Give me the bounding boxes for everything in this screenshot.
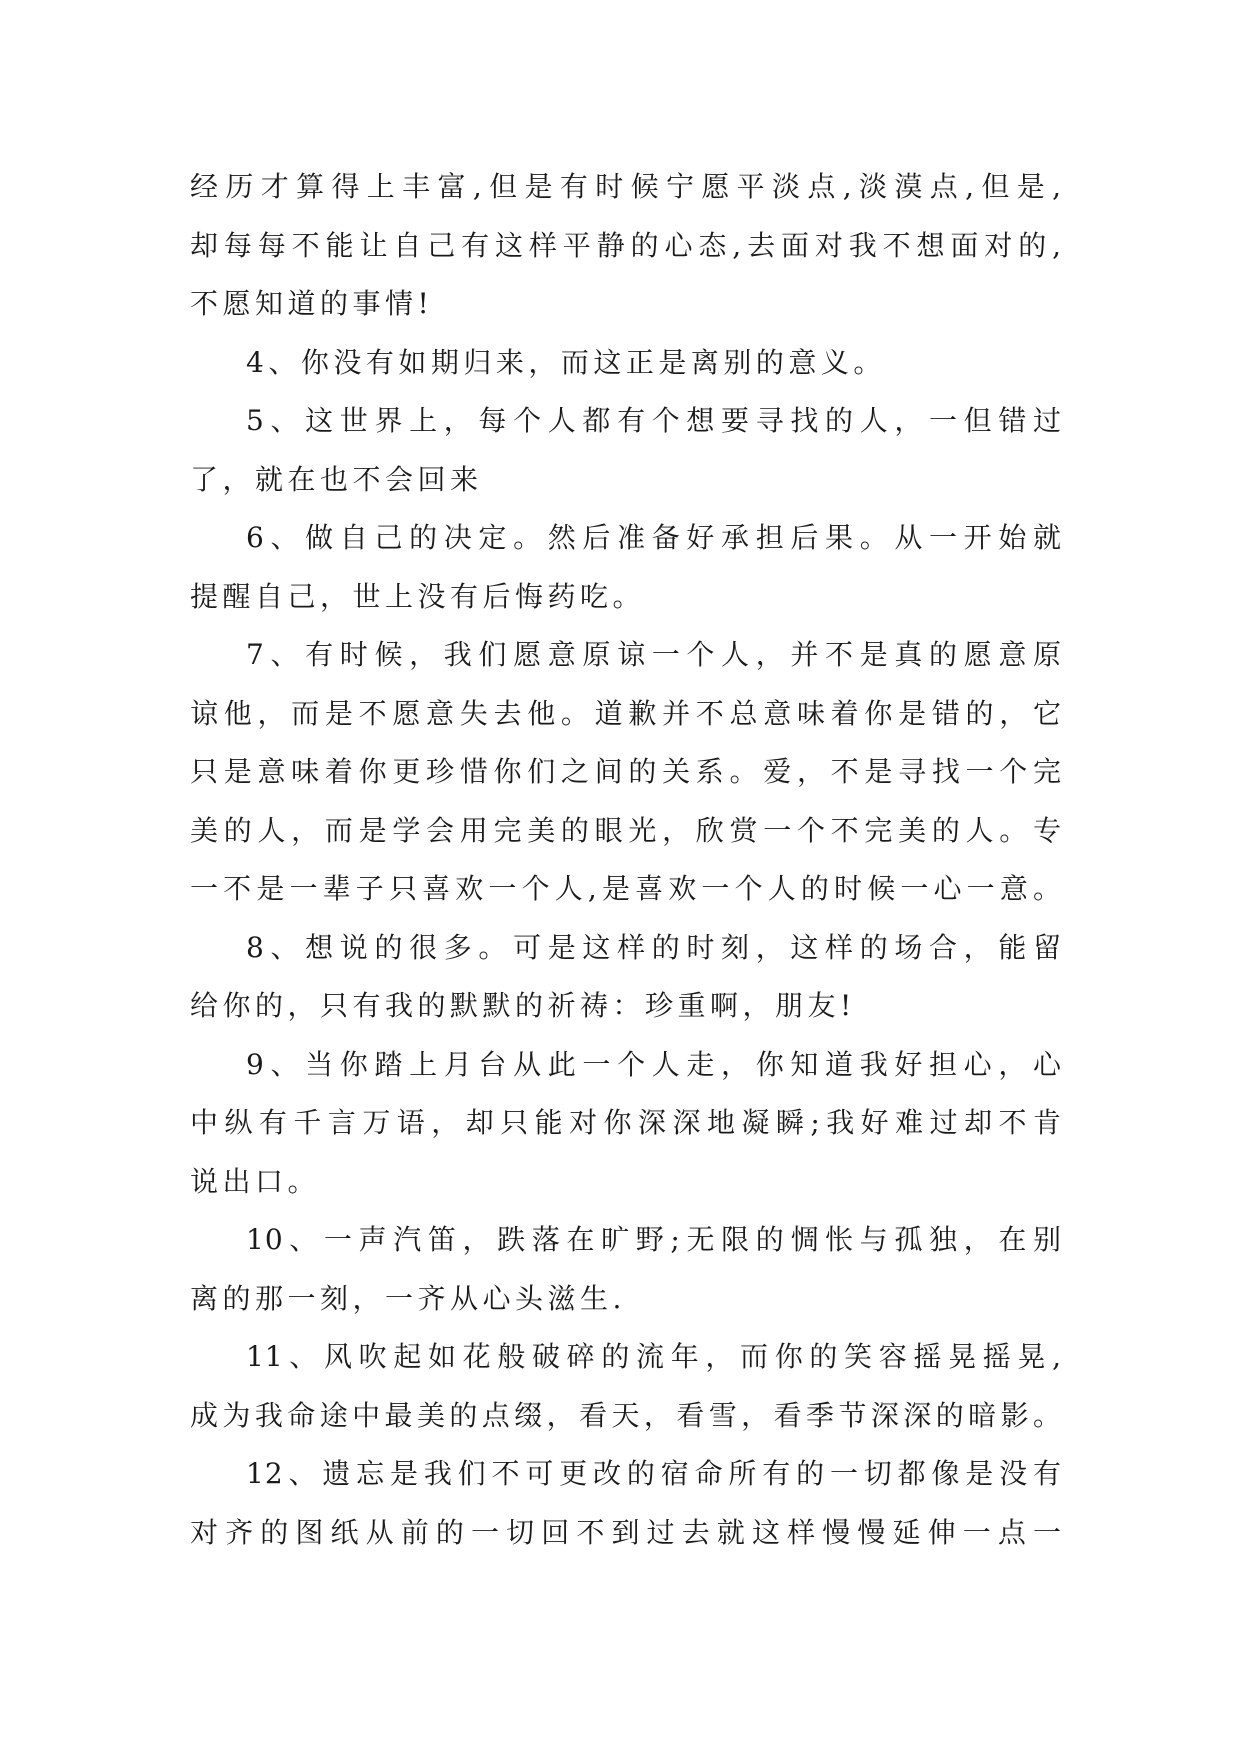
text-line: 提醒自己，世上没有后悔药吃。 xyxy=(190,579,646,613)
list-item-7: 7、有时候，我们愿意原谅一个人，并不是真的愿意原 xyxy=(246,638,1062,671)
list-item-10: 10、一声汽笛，跌落在旷野;无限的惆怅与孤独，在别 xyxy=(246,1223,1062,1256)
text-line: 经历才算得上丰富,但是有时候宁愿平淡点,淡漠点,但是, xyxy=(190,170,1062,203)
document-body xyxy=(190,158,1062,1562)
text-line: 了，就在也不会回来 xyxy=(190,462,483,496)
text-line: 中纵有千言万语，却只能对你深深地凝瞬;我好难过却不肯 xyxy=(190,1106,1062,1139)
text-line: 对齐的图纸从前的一切回不到过去就这样慢慢延伸一点一 xyxy=(190,1515,1062,1549)
text-line: 美的人，而是学会用完美的眼光，欣赏一个不完美的人。专 xyxy=(190,813,1062,847)
list-item-8: 8、想说的很多。可是这样的时刻，这样的场合，能留 xyxy=(246,930,1062,964)
text-line: 说出口。 xyxy=(190,1164,321,1198)
list-item-6: 6、做自己的决定。然后准备好承担后果。从一开始就 xyxy=(246,521,1062,554)
text-line: 不愿知道的事情! xyxy=(190,287,434,320)
list-item-11: 11、风吹起如花般破碎的流年，而你的笑容摇晃摇晃, xyxy=(246,1340,1062,1373)
list-item-4: 4、你没有如期归来，而这正是离别的意义。 xyxy=(246,345,886,379)
text-line: 成为我命途中最美的点缀，看天，看雪，看季节深深的暗影。 xyxy=(190,1398,1062,1432)
list-item-9: 9、当你踏上月台从此一个人走，你知道我好担心，心 xyxy=(246,1047,1062,1081)
text-line: 离的那一刻，一齐从心头滋生. xyxy=(190,1281,626,1315)
list-item-12: 12、遗忘是我们不可更改的宿命所有的一切都像是没有 xyxy=(246,1457,1062,1490)
text-line: 给你的，只有我的默默的祈祷：珍重啊，朋友! xyxy=(190,989,856,1022)
text-line: 却每每不能让自己有这样平静的心态,去面对我不想面对的, xyxy=(190,228,1062,262)
text-line: 只是意味着你更珍惜你们之间的关系。爱，不是寻找一个完 xyxy=(190,755,1062,788)
list-item-5: 5、这世界上，每个人都有个想要寻找的人，一但错过 xyxy=(246,404,1062,437)
text-line: 谅他，而是不愿意失去他。道歉并不总意味着你是错的，它 xyxy=(190,696,1062,730)
text-line: 一不是一辈子只喜欢一个人,是喜欢一个人的时候一心一意。 xyxy=(190,872,1062,905)
